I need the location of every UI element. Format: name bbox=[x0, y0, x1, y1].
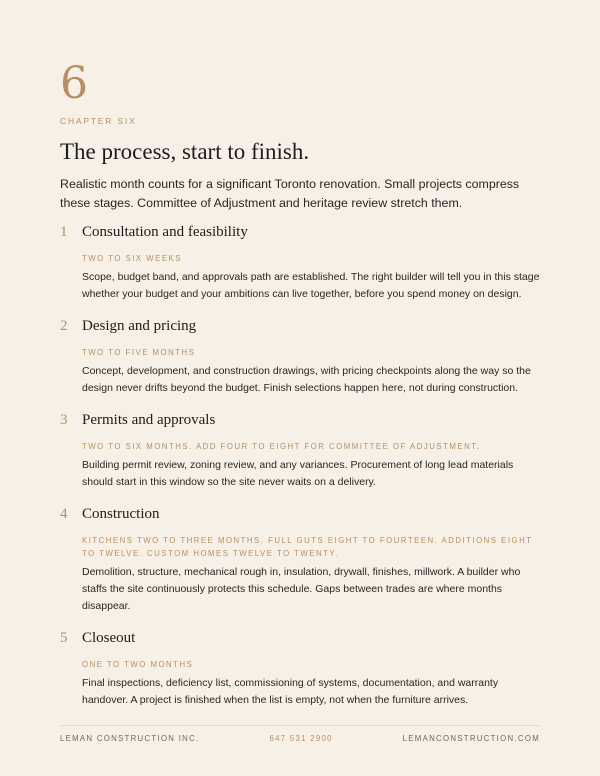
step-duration: TWO TO SIX WEEKS bbox=[82, 254, 182, 263]
step-number: 1 bbox=[60, 224, 68, 240]
step-duration: ONE TO TWO MONTHS bbox=[82, 660, 194, 669]
step-duration: TWO TO SIX MONTHS. ADD FOUR TO EIGHT FOR COMMITTEE OF ADJUSTMENT. bbox=[82, 442, 481, 451]
process-step bbox=[60, 316, 540, 397]
step-duration: KITCHENS TWO TO THREE MONTHS. FULL GUTS EIGHT TO FOURTEEN. ADDITIONS EIGHT TO TWELVE. CUSTOM HOMES TWELVE TO TWENTY. bbox=[82, 536, 533, 558]
step-description: Scope, budget band, and approvals path are established. The right builder will tell you in this stage whether your budget and your ambitions can live together, before you spend money on design. bbox=[82, 271, 540, 300]
step-title: Design and pricing bbox=[82, 318, 197, 334]
footer-divider bbox=[60, 725, 540, 726]
chapter-label: CHAPTER SIX bbox=[60, 116, 137, 126]
page-title: The process, start to finish. bbox=[60, 139, 310, 164]
intro-paragraph: Realistic month counts for a significant Toronto renovation. Small projects compress these stages. Committee of Adjustment and heritage review stretch them. bbox=[60, 177, 520, 210]
process-step bbox=[60, 410, 540, 491]
footer-company: LEMAN CONSTRUCTION INC. bbox=[60, 734, 200, 743]
step-title: Closeout bbox=[82, 630, 136, 646]
footer-phone: 647 531 2900 bbox=[269, 734, 333, 743]
step-description: Concept, development, and construction drawings, with pricing checkpoints along the way so the design never drifts beyond the budget. Finish selections happen here, not during construction. bbox=[82, 365, 531, 394]
page-footer bbox=[60, 734, 540, 743]
process-steps bbox=[60, 222, 540, 709]
step-number: 2 bbox=[60, 318, 68, 334]
step-number: 3 bbox=[60, 412, 68, 428]
step-duration: TWO TO FIVE MONTHS bbox=[82, 348, 196, 357]
step-title: Permits and approvals bbox=[82, 412, 216, 428]
step-number: 5 bbox=[60, 630, 68, 646]
step-description: Final inspections, deficiency list, commissioning of systems, documentation, and warranty handover. A project is finished when the list is empty, not when the furniture arrives. bbox=[82, 677, 499, 706]
footer-website: LEMANCONSTRUCTION.COM bbox=[402, 734, 540, 743]
step-title: Consultation and feasibility bbox=[82, 224, 248, 240]
document-page bbox=[60, 0, 540, 776]
step-title: Construction bbox=[82, 506, 160, 522]
process-step bbox=[60, 222, 540, 303]
chapter-number: 6 bbox=[60, 58, 88, 109]
step-number: 4 bbox=[60, 506, 68, 522]
step-description: Building permit review, zoning review, and any variances. Procurement of long lead materials should start in this window so the site never waits on a delivery. bbox=[82, 459, 514, 488]
process-step bbox=[60, 628, 540, 709]
process-step bbox=[60, 504, 540, 615]
step-description: Demolition, structure, mechanical rough in, insulation, drywall, finishes, millwork. A builder who staffs the site continuously protects this schedule. Gaps between trades are where months disappear. bbox=[82, 566, 521, 612]
